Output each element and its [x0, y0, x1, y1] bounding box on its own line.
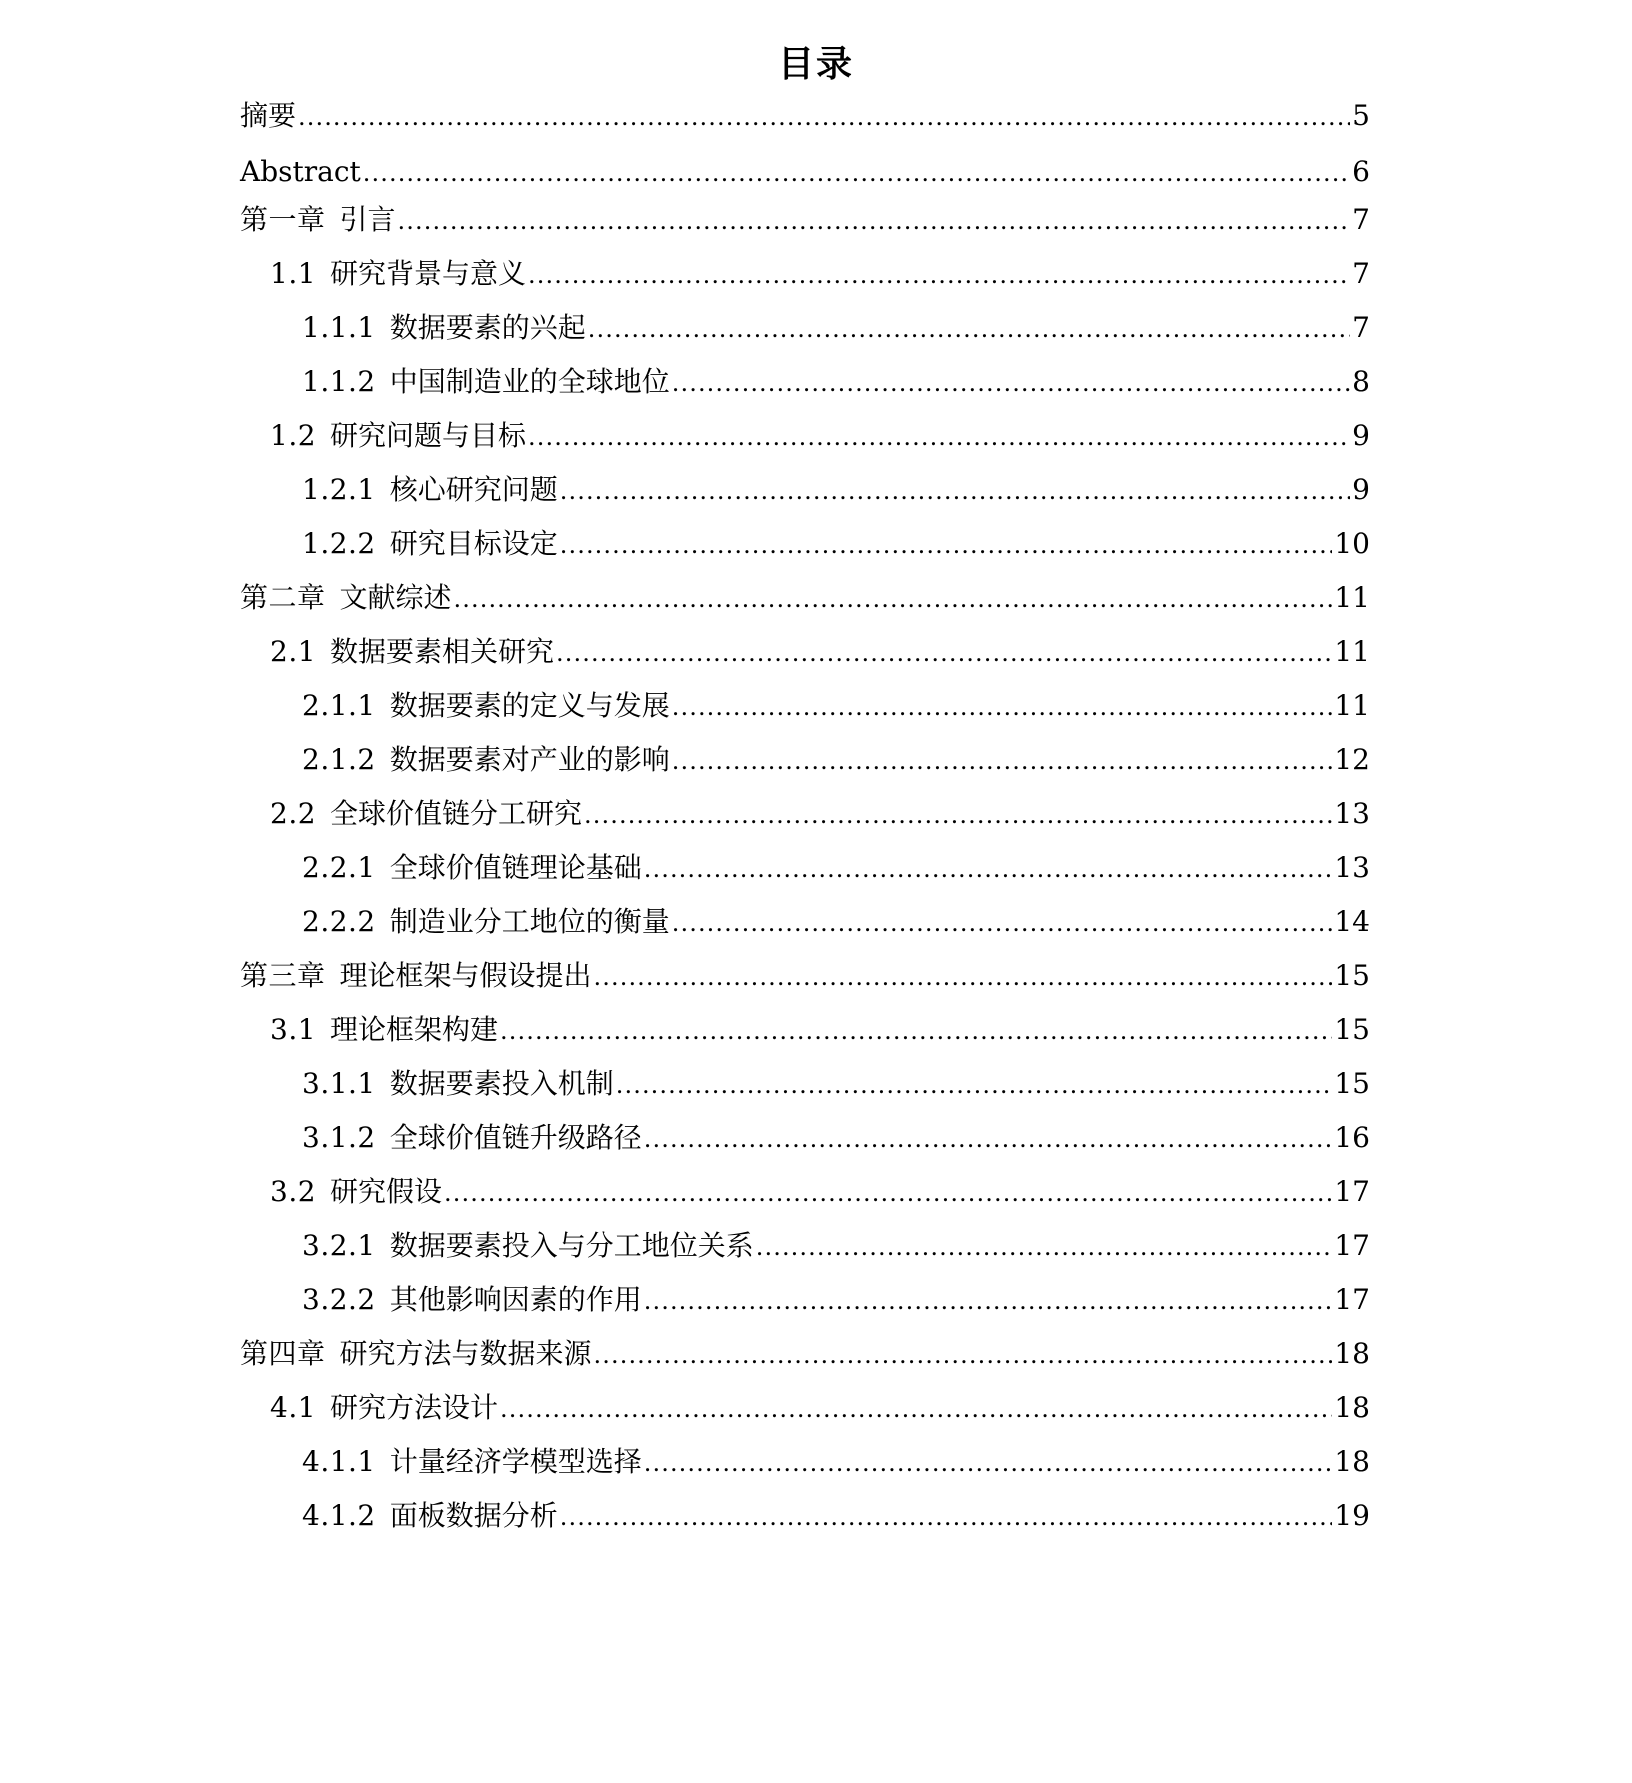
toc-entry-number: 3.1.2 [302, 1121, 376, 1154]
toc-entry-text: 核心研究问题 [389, 473, 558, 506]
toc-entry-label [302, 470, 558, 510]
toc-entry-text: 计量经济学模型选择 [389, 1445, 642, 1478]
toc-entry[interactable] [302, 740, 1370, 780]
toc-entry-number: 1.2.2 [302, 527, 376, 560]
toc-entry-page-number: 15 [1334, 959, 1370, 992]
toc-entry-label [270, 794, 582, 834]
toc-entry-text: 全球价值链分工研究 [330, 797, 583, 830]
toc-entry[interactable] [302, 524, 1370, 564]
toc-dot-leader [363, 154, 1350, 192]
toc-entry-label [270, 416, 526, 456]
toc-entry-number: 4.1.2 [302, 1499, 376, 1532]
toc-entry-number: 1.1.1 [302, 311, 376, 344]
toc-entry[interactable] [270, 1388, 1370, 1428]
toc-entry-number: 2.1.1 [302, 689, 376, 722]
toc-entry[interactable] [240, 152, 1370, 192]
toc-entry-number: 3.2 [270, 1175, 317, 1208]
toc-dot-leader [588, 310, 1350, 348]
toc-entry-page-number: 18 [1334, 1337, 1370, 1370]
toc-entry-number: 3.2.1 [302, 1229, 376, 1262]
toc-entry-page-number: 9 [1352, 473, 1370, 506]
toc-entry[interactable] [302, 1442, 1370, 1482]
toc-entry-text: 理论框架构建 [330, 1013, 499, 1046]
toc-entry-page-number: 13 [1334, 851, 1370, 884]
toc-dot-leader [644, 1282, 1333, 1320]
toc-entry-page-number: 7 [1352, 257, 1370, 290]
toc-entry-page-number: 6 [1352, 155, 1370, 188]
toc-entry-label [270, 1172, 442, 1212]
toc-dot-leader [672, 904, 1333, 942]
toc-entry[interactable] [270, 416, 1370, 456]
toc-entry[interactable] [270, 254, 1370, 294]
toc-entry[interactable] [302, 902, 1370, 942]
toc-entry-label [240, 96, 296, 136]
toc-dot-leader [644, 1444, 1333, 1482]
toc-entry-number: 1.2.1 [302, 473, 376, 506]
toc-entry-page-number: 11 [1334, 581, 1370, 614]
toc-dot-leader [644, 1120, 1333, 1158]
toc-entry[interactable] [302, 1064, 1370, 1104]
toc-entry-number: 2.2.1 [302, 851, 376, 884]
toc-entry-page-number: 12 [1334, 743, 1370, 776]
toc-entry[interactable] [302, 848, 1370, 888]
toc-entry[interactable] [302, 1226, 1370, 1266]
toc-entry-number: 3.1.1 [302, 1067, 376, 1100]
toc-entry-page-number: 7 [1352, 203, 1370, 236]
toc-entry-page-number: 19 [1334, 1499, 1370, 1532]
toc-entry-label [302, 1064, 614, 1104]
toc-entry-page-number: 11 [1334, 635, 1370, 668]
toc-entry-page-number: 10 [1334, 527, 1370, 560]
toc-dot-leader [528, 418, 1350, 456]
toc-entry-page-number: 7 [1352, 311, 1370, 344]
toc-entry-text: 数据要素的兴起 [389, 311, 586, 344]
toc-entry-text: 引言 [339, 203, 396, 236]
toc-entry-text: 数据要素投入与分工地位关系 [389, 1229, 754, 1262]
toc-entry-label [270, 254, 526, 294]
toc-entry-text: 数据要素的定义与发展 [389, 689, 670, 722]
toc-entry-label [240, 956, 592, 996]
toc-entry-text: 全球价值链理论基础 [389, 851, 642, 884]
toc-entry-label [302, 308, 586, 348]
toc-entry-page-number: 14 [1334, 905, 1370, 938]
toc-entry-label [302, 902, 670, 942]
toc-entry-label [270, 1010, 498, 1050]
toc-entry[interactable] [240, 578, 1370, 618]
toc-entry-text: 研究方法设计 [330, 1391, 499, 1424]
toc-entry[interactable] [270, 1172, 1370, 1212]
toc-entry-text: Abstract [240, 155, 361, 188]
toc-entry-number: 第二章 [240, 581, 326, 614]
toc-entry[interactable] [270, 632, 1370, 672]
toc-entry-page-number: 17 [1334, 1229, 1370, 1262]
toc-entry-page-number: 11 [1334, 689, 1370, 722]
toc-entry-page-number: 17 [1334, 1175, 1370, 1208]
toc-entry[interactable] [302, 1496, 1370, 1536]
toc-entry-number: 2.1.2 [302, 743, 376, 776]
toc-entry-number: 第三章 [240, 959, 326, 992]
toc-entry-label [302, 524, 558, 564]
toc-entry-page-number: 18 [1334, 1391, 1370, 1424]
toc-entry-label [302, 1226, 754, 1266]
toc-entry-text: 研究目标设定 [389, 527, 558, 560]
toc-entry[interactable] [240, 1334, 1370, 1374]
toc-dot-leader [584, 796, 1332, 834]
toc-dot-leader [398, 202, 1351, 240]
toc-entry-text: 文献综述 [339, 581, 452, 614]
toc-dot-leader [454, 580, 1333, 618]
toc-dot-leader [444, 1174, 1332, 1212]
toc-entry-label [302, 1118, 642, 1158]
toc-entry-number: 第一章 [240, 203, 326, 236]
toc-dot-leader [594, 958, 1333, 996]
toc-dot-leader [672, 364, 1350, 402]
toc-entry[interactable] [302, 362, 1370, 402]
toc-entry[interactable] [302, 308, 1370, 348]
toc-entry-label [302, 848, 642, 888]
toc-entry-number: 3.2.2 [302, 1283, 376, 1316]
toc-entry-text: 理论框架与假设提出 [339, 959, 592, 992]
toc-dot-leader [644, 850, 1333, 888]
toc-entry-label [240, 578, 452, 618]
toc-dot-leader [756, 1228, 1333, 1266]
toc-entry-number: 第四章 [240, 1337, 326, 1370]
toc-dot-leader [594, 1336, 1333, 1374]
toc-dot-leader [500, 1390, 1332, 1428]
toc-entry-text: 摘要 [240, 99, 297, 132]
toc-entry-page-number: 15 [1334, 1067, 1370, 1100]
toc-entry-text: 数据要素投入机制 [389, 1067, 614, 1100]
toc-entry-number: 2.2.2 [302, 905, 376, 938]
toc-entry-label [302, 1280, 642, 1320]
toc-entry-text: 研究方法与数据来源 [339, 1337, 592, 1370]
toc-entry-label [270, 1388, 498, 1428]
toc-entry-page-number: 5 [1352, 99, 1370, 132]
toc-entry[interactable] [240, 96, 1370, 136]
toc-entry-number: 1.1.2 [302, 365, 376, 398]
toc-dot-leader [298, 98, 1350, 136]
toc-dot-leader [616, 1066, 1333, 1104]
toc-dot-leader [560, 1498, 1333, 1536]
toc-entry-page-number: 18 [1334, 1445, 1370, 1478]
toc-entry[interactable] [302, 1280, 1370, 1320]
toc-entry-page-number: 17 [1334, 1283, 1370, 1316]
toc-entry[interactable] [240, 956, 1370, 996]
toc-entry-number: 2.1 [270, 635, 317, 668]
toc-entry-number: 4.1 [270, 1391, 317, 1424]
toc-dot-leader [560, 526, 1333, 564]
toc-entry-label [302, 686, 670, 726]
page-title: 目录 [777, 43, 854, 85]
toc-entry-text: 研究背景与意义 [330, 257, 527, 290]
toc-entry[interactable] [270, 1010, 1370, 1050]
toc-entry-text: 面板数据分析 [389, 1499, 558, 1532]
toc-entry-page-number: 13 [1334, 797, 1370, 830]
toc-entry-label [240, 200, 396, 240]
toc-entry-page-number: 15 [1334, 1013, 1370, 1046]
toc-entry-label [302, 362, 670, 402]
toc-entry-number: 1.1 [270, 257, 317, 290]
toc-entry[interactable] [302, 686, 1370, 726]
toc-dot-leader [672, 688, 1333, 726]
toc-entry-text: 中国制造业的全球地位 [389, 365, 670, 398]
toc-entry-number: 4.1.1 [302, 1445, 376, 1478]
toc-entry-number: 2.2 [270, 797, 317, 830]
toc-entry[interactable] [302, 1118, 1370, 1158]
toc-entry-page-number: 9 [1352, 419, 1370, 452]
toc-entry-text: 研究问题与目标 [330, 419, 527, 452]
toc-entry-text: 数据要素相关研究 [330, 635, 555, 668]
toc-entry-label [302, 740, 670, 780]
toc-entry-label [302, 1496, 558, 1536]
toc-entry-number: 1.2 [270, 419, 317, 452]
toc-dot-leader [556, 634, 1332, 672]
toc-dot-leader [500, 1012, 1332, 1050]
toc-entry[interactable] [270, 794, 1370, 834]
toc-dot-leader [672, 742, 1333, 780]
toc-entry-text: 其他影响因素的作用 [389, 1283, 642, 1316]
toc-entry-label [270, 632, 554, 672]
toc-entry-text: 制造业分工地位的衡量 [389, 905, 670, 938]
toc-entry-label [240, 152, 361, 192]
toc-entry[interactable] [302, 470, 1370, 510]
toc-entry-label [302, 1442, 642, 1482]
toc-entry-text: 研究假设 [330, 1175, 443, 1208]
toc-entry[interactable] [240, 200, 1370, 240]
toc-entry-text: 全球价值链升级路径 [389, 1121, 642, 1154]
toc-entry-page-number: 8 [1352, 365, 1370, 398]
toc-entry-label [240, 1334, 592, 1374]
toc-entry-text: 数据要素对产业的影响 [389, 743, 670, 776]
toc-dot-leader [560, 472, 1350, 510]
toc-dot-leader [528, 256, 1350, 294]
toc-entry-page-number: 16 [1334, 1121, 1370, 1154]
toc-entry-number: 3.1 [270, 1013, 317, 1046]
